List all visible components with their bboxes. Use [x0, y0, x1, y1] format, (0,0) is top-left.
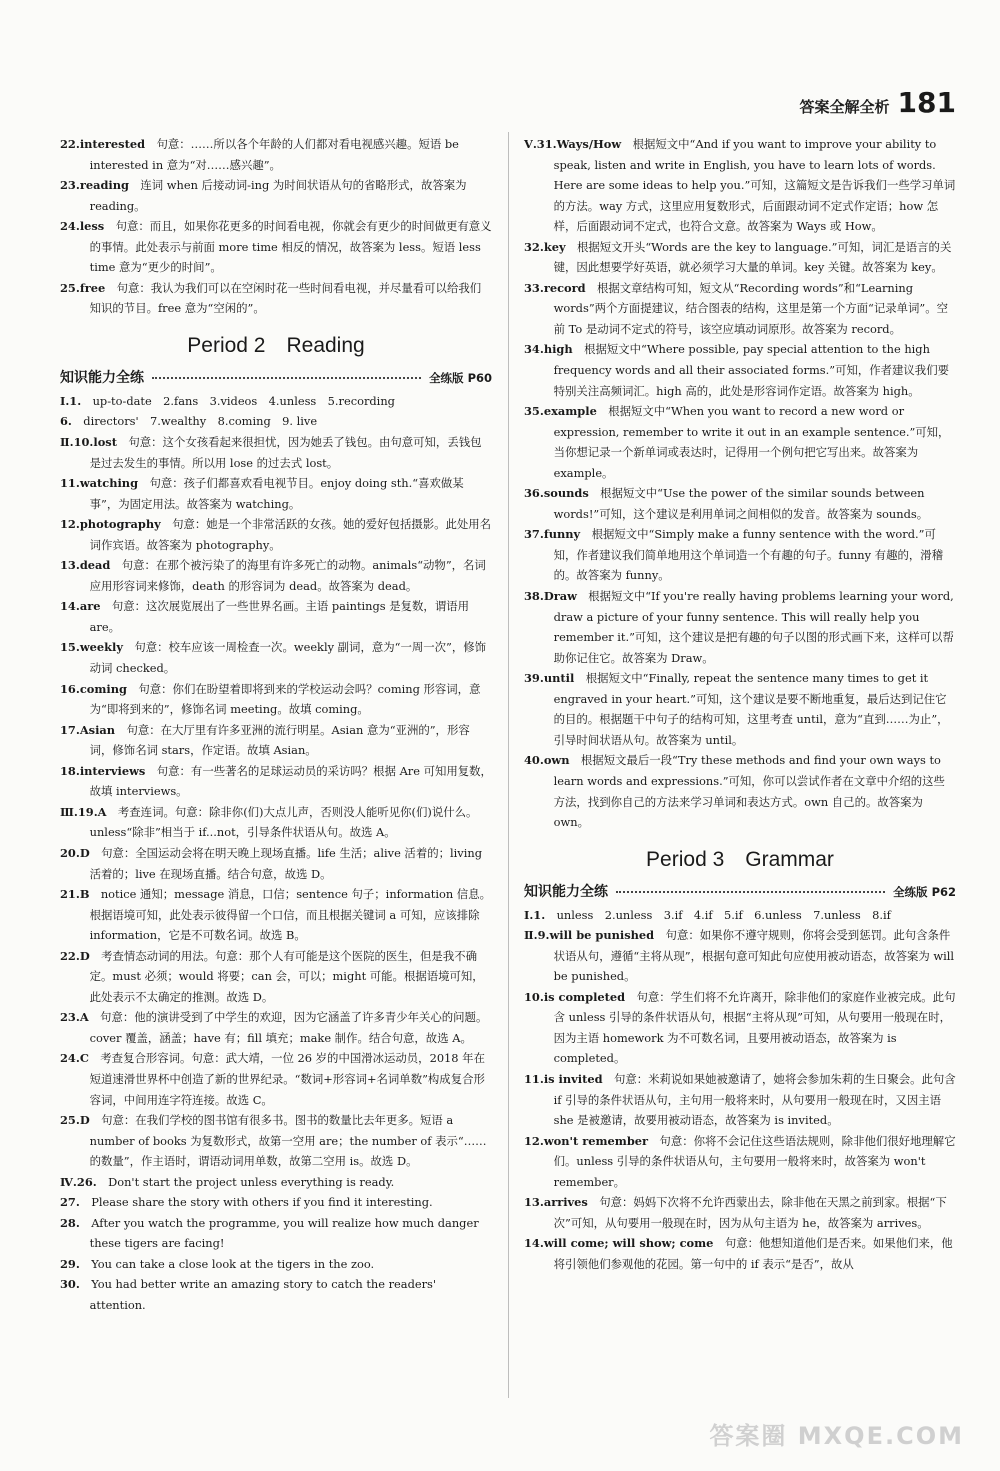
- answer-number: 22.D: [60, 948, 90, 963]
- answer-item: [60, 514, 492, 555]
- answer-number: 34.high: [524, 342, 573, 357]
- dotted-leader: [616, 891, 885, 893]
- answer-text: Don't start the project unless everything is ready.: [108, 1174, 395, 1189]
- page-number: 181: [897, 86, 956, 119]
- answer-number: 16.coming: [60, 681, 127, 696]
- answer-number: 23.reading: [60, 178, 129, 193]
- answer-text: notice 通知；message 消息，口信；sentence 句子；information 信息。根据语境可知，此处表示彼得留一个口信，而且根据关键词 a 可知，应该排除 information，它是不可数名词。故选 B。: [89, 887, 491, 943]
- answer-text: 句意：你们在盼望着即将到来的学校运动会吗？coming 形容词，意为“即将到来的”，修饰名词 meeting。故填 coming。: [89, 681, 481, 717]
- answer-item: [524, 483, 956, 524]
- answer-text: 句意：在我们学校的图书馆有很多书。图书的数量比去年更多。短语 a number of books 为复数形式，故第一空用 are；the number of 表示“……的数量”，作主语时，谓语动词用单数，故第二空用 is。故选 D。: [89, 1113, 487, 1169]
- answer-number: 39.until: [524, 671, 575, 686]
- period-2-heading: Period 2 Reading: [187, 333, 365, 357]
- answer-number: 21.B: [60, 887, 90, 902]
- answer-number: 12.photography: [60, 517, 161, 532]
- answer-text: 根据短文中“If you're really having problems learning your word, draw a picture of your funny sentence. This will really help you remember it.”可知，这个建议是把有趣的句子以图的形式画下来，这样可以帮助你记住它。故答案为 Draw。: [553, 589, 954, 665]
- answer-number: 15.weekly: [60, 640, 123, 655]
- answer-text: 根据短文开头“Words are the key to language.”可知，词汇是语言的关键，因此想要学好英语，就必须学习大量的单词。key 关键。故答案为 key。: [553, 239, 952, 275]
- answer-number: 11.watching: [60, 476, 139, 491]
- answer-text: 句意：有一些著名的足球运动员的采访吗？根据 Are 可知用复数，故填 interviews。: [89, 763, 492, 799]
- answer-number: Ⅴ.31.Ways/How: [524, 137, 622, 151]
- answer-text: 句意：我认为我们可以在空闲时花一些时间看电视，并尽量看可以给我们知识的节目。free 意为“空闲的”。: [89, 280, 482, 316]
- header-title: 答案全解全析: [799, 98, 890, 116]
- page-header: [800, 86, 956, 119]
- answer-text: unless 2.unless 3.if 4.if 5.if 6.unless 7.unless 8.if: [556, 907, 891, 922]
- answer-item: [524, 237, 956, 278]
- answer-item: [60, 473, 492, 514]
- answer-item: [60, 1254, 492, 1275]
- answer-number: 11.is invited: [524, 1071, 603, 1086]
- answer-text: 句意：校车应该一周检查一次。weekly 副词，意为“一周一次”，修饰动词 checked。: [89, 640, 486, 676]
- answer-number: 14.will come; will show; come: [524, 1236, 714, 1251]
- left-section-title: 知识能力全练: [60, 369, 144, 386]
- answer-text: Please share the story with others if you find it interesting.: [91, 1195, 433, 1210]
- answer-item: [524, 586, 956, 668]
- answer-item: [524, 339, 956, 401]
- answer-text: 句意：……所以各个年龄的人们都对看电视感兴趣。短语 be interested in 意为“对……感兴趣”。: [89, 137, 459, 172]
- answer-item: [60, 134, 492, 175]
- answer-item: [524, 278, 956, 340]
- answer-item: [524, 1069, 956, 1131]
- answer-text: 句意：而且，如果你花更多的时间看电视，你就会有更少的时间做更有意义的事情。此处表示与前面 more time 相反的情况，故答案为 less。短语 less time 意为“更少的时间”。: [89, 219, 492, 275]
- watermark-logo: 答案圈 MXQE.COM: [709, 1422, 964, 1450]
- answer-text: 根据短文中“Finally, repeat the sentence many times to get it engraved in your heart.”可知，这个建议是要不断地重复，最后达到记住它的目的。根据题干中句子的结构可知，这里考查 until，意为“直到……为止”，引导时间状语从句。故答案为 until。: [553, 671, 949, 747]
- answer-number: 13.dead: [60, 558, 111, 573]
- answer-text: 句意：你将不会记住这些语法规则，除非他们很好地理解它们。unless 引导的条件状语从句，主句要用一般将来时，故答案为 won't remember。: [553, 1133, 956, 1189]
- answer-number: 37.funny: [524, 527, 581, 542]
- period-3-heading: Period 3 Grammar: [646, 847, 834, 871]
- answer-item: [524, 925, 956, 987]
- answer-text: 句意：全国运动会将在明天晚上现场直播。life 生活；alive 活着的；living 活着的；live 在现场直播。结合句意，故选 D。: [89, 845, 482, 881]
- answer-item: [60, 1172, 492, 1193]
- answer-item: [524, 905, 956, 926]
- answer-text: 句意：学生们将不允许离开，除非他们的家庭作业被完成。此句含 unless 引导的条件状语从句，根据“主将从现”可知，从句要用一般现在时，因为主语 homework 为不可数名词，且要用被动语态，故答案为 is completed。: [553, 989, 956, 1066]
- answer-item: [60, 1192, 492, 1213]
- left-top-answers: [60, 134, 492, 319]
- answer-item: [60, 637, 492, 678]
- left-section-header: [60, 367, 492, 389]
- answer-number: 6.: [60, 414, 72, 429]
- answer-text: 句意：在那个被污染了的海里有许多死亡的动物。animals“动物”，名词应用形容词来修饰，death 的形容词为 dead。故答案为 dead。: [89, 558, 486, 593]
- answer-number: Ⅱ.10.lost: [60, 435, 117, 450]
- answer-item: [524, 668, 956, 750]
- answer-number: 40.own: [524, 753, 570, 768]
- answer-text: 连词 when 后接动词-ing 为时间状语从句的省略形式，故答案为 reading。: [89, 178, 467, 213]
- answer-text: 句意：他的演讲受到了中学生的欢迎，因为它涵盖了许多青少年关心的问题。cover 覆盖，涵盖；have 有；fill 填充；make 制作。结合句意，故选 A。: [89, 1010, 488, 1045]
- right-answers: [524, 134, 956, 833]
- answer-number: 10.is completed: [524, 989, 626, 1004]
- answer-number: 35.example: [524, 404, 597, 419]
- answer-text: 句意：孩子们都喜欢看电视节目。enjoy doing sth.“喜欢做某事”，为固定用法。故答案为 watching。: [89, 476, 464, 511]
- answer-number: 29.: [60, 1256, 80, 1271]
- answer-text: 句意：这个女孩看起来很担忧，因为她丢了钱包。由句意可知，丢钱包是过去发生的事情。所以用 lose 的过去式 lost。: [89, 435, 482, 470]
- right-section-header: [524, 881, 956, 903]
- answer-text: 句意：如果你不遵守规则，你将会受到惩罚。此句含条件状语从句，遵循“主将从现”，根据句意可知此句应使用被动语态，故答案为 will be punished。: [553, 928, 955, 984]
- answer-number: 30.: [60, 1277, 80, 1292]
- answer-number: 18.interviews: [60, 763, 146, 778]
- answer-number: 28.: [60, 1215, 80, 1230]
- answer-text: 根据短文中“Where possible, pay special attention to the high frequency words and all their associated forms.”可知，作者建议我们要特别关注高频词汇。high 高的，此处是形容词作定语。故答案为 high。: [553, 342, 949, 398]
- answer-item: [60, 884, 492, 946]
- answer-item: [60, 596, 492, 637]
- answer-number: Ⅱ.9.will be punished: [524, 928, 655, 943]
- answer-number: 38.Draw: [524, 589, 577, 604]
- answer-text: You can take a close look at the tigers in the zoo.: [91, 1256, 375, 1271]
- answer-text: 句意：妈妈下次将不允许西蒙出去，除非他在天黑之前到家。根据“下次”可知，从句要用一般现在时，因为从句主语为 he，故答案为 arrives。: [553, 1195, 947, 1230]
- answer-text: directors' 7.wealthy 8.coming 9. live: [83, 414, 318, 429]
- answer-item: [524, 1192, 956, 1233]
- answer-text: After you watch the programme, you will realize how much danger these tigers are facing!: [89, 1215, 479, 1251]
- answer-text: up-to-date 2.fans 3.videos 4.unless 5.recording: [92, 393, 395, 408]
- answer-item: [524, 524, 956, 586]
- right-answers-grammar: [524, 905, 956, 1275]
- answer-item: [524, 1131, 956, 1193]
- dotted-leader: [152, 377, 421, 379]
- answer-item: [60, 175, 492, 216]
- right-section-title: 知识能力全练: [524, 883, 608, 900]
- answer-number: Ⅲ.19.A: [60, 804, 107, 819]
- answer-item: [60, 761, 492, 802]
- answer-text: 考查情态动词的用法。句意：那个人有可能是这个医院的医生，但是我不确定。must 必须；would 将要；can 会，可以；might 可能。根据语境可知，此处表示不太确定的推测。故选 D。: [89, 948, 484, 1004]
- answer-text: 句意：他想知道他们是否来。如果他们来，他将引领他们参观他的花园。第一句中的 if 表示“是否”，故从: [553, 1236, 953, 1271]
- answer-text: 考查复合形容词。句意：武大靖，一位 26 岁的中国滑冰运动员，2018 年在短道速滑世界杯中创造了新的世界纪录。“数词+形容词+名词单数”构成复合形容词，中间用连字符连接。故选 C。: [89, 1051, 485, 1107]
- answer-number: Ⅰ.1.: [60, 393, 82, 408]
- answer-item: [60, 432, 492, 473]
- answer-item: [524, 987, 956, 1069]
- answer-item: [60, 802, 492, 843]
- answer-number: 24.C: [60, 1051, 89, 1066]
- column-divider: [508, 132, 509, 1398]
- answer-text: 句意：在大厅里有许多亚洲的流行明星。Asian 意为“亚洲的”，形容词，修饰名词 stars，作定语。故填 Asian。: [89, 722, 470, 758]
- answer-text: 根据短文中“When you want to record a new word or expression, remember to write it out in an example sentence.”可知，当你想记录一个新单词或表达时，记得用一个例句把它写出来。故答案为 example。: [553, 404, 950, 480]
- answer-item: [60, 391, 492, 412]
- answer-text: 考查连词。句意：除非你(们)大点儿声，否则没人能听见你(们)说什么。unless“除非”相当于 if...not，引导条件状语从句。故选 A。: [89, 804, 478, 840]
- answer-number: 32.key: [524, 239, 566, 254]
- answer-text: 句意：她是一个非常活跃的女孩。她的爱好包括摄影。此处用名词作宾语。故答案为 photography。: [89, 517, 492, 552]
- answer-item: [60, 278, 492, 319]
- answer-item: [60, 946, 492, 1008]
- answer-item: [60, 720, 492, 761]
- answer-item: [60, 1274, 492, 1315]
- answer-item: [60, 411, 492, 432]
- answer-text: 根据短文最后一段“Try these methods and find your own ways to learn words and expressions.”可知，你可以尝试作者在文章中介绍的这些方法，找到你自己的方法来学习单词和表达方式。own 自己的。故答案为 own。: [553, 753, 945, 830]
- answer-text: 根据文章结构可知，短文从“Recording words”和“Learning words”两个方面提建议，结合图表的结构，这里是第一个方面“记录单词”。空前 To 是动词不定式的符号，该空应填动词原形。故答案为 record。: [553, 280, 949, 336]
- answer-text: 根据短文中“And if you want to improve your ability to speak, listen and write in English, you have to learn lots of words. Here are some ideas to help you.”可知，这篇短文是告诉我们一些学习单词的方法。way 方式，这里应用复数形式，后面跟动词不定式作定语；how 怎样，后面跟动词不定式，也符合文意。故答案为 Ways 或 How。: [553, 137, 956, 234]
- answer-number: 14.are: [60, 599, 101, 614]
- answer-number: Ⅰ.1.: [524, 907, 546, 922]
- answer-number: 12.won't remember: [524, 1133, 649, 1148]
- answer-text: You had better write an amazing story to catch the readers' attention.: [89, 1277, 437, 1312]
- left-section-ref: 全练版 P60: [429, 370, 492, 385]
- answer-number: 13.arrives: [524, 1195, 588, 1210]
- answer-item: [60, 555, 492, 596]
- right-column: [524, 134, 956, 1274]
- left-column: [60, 134, 492, 1316]
- right-section-ref: 全练版 P62: [893, 884, 956, 899]
- answer-item: [524, 401, 956, 483]
- answer-item: [524, 134, 956, 237]
- answer-text: 根据短文中“Use the power of the similar sounds between words!”可知，这个建议是利用单词之间相似的发音。故答案为 sounds。: [553, 486, 929, 521]
- answer-text: 句意：米莉说如果她被邀请了，她将会参加朱莉的生日聚会。此句含 if 引导的条件状语从句，主句用一般将来时，从句要用一般现在时，又因主语 she 是被邀请，故要用被动语态，故答案为 is invited。: [553, 1071, 956, 1128]
- answer-number: 24.less: [60, 219, 105, 234]
- answer-item: [60, 1007, 492, 1048]
- answer-item: [60, 1213, 492, 1254]
- answer-number: 20.D: [60, 845, 90, 860]
- answer-item: [60, 216, 492, 278]
- answer-item: [524, 750, 956, 832]
- answer-number: 27.: [60, 1195, 80, 1210]
- answer-number: 22.interested: [60, 137, 146, 151]
- answer-number: 23.A: [60, 1010, 89, 1025]
- answer-text: 根据短文中“Simply make a funny sentence with the word.”可知，作者建议我们简单地用这个单词造一个有趣的句子。funny 有趣的，滑稽的。故答案为 funny。: [553, 527, 944, 583]
- answer-number: Ⅳ.26.: [60, 1174, 97, 1189]
- answer-item: [60, 1110, 492, 1172]
- answer-item: [60, 843, 492, 884]
- answer-item: [60, 679, 492, 720]
- answer-item: [60, 1048, 492, 1110]
- answer-number: 17.Asian: [60, 722, 116, 737]
- answer-number: 33.record: [524, 280, 586, 295]
- answer-item: [524, 1233, 956, 1274]
- left-answers: [60, 391, 492, 1316]
- answer-text: 句意：这次展览展出了一些世界名画。主语 paintings 是复数，谓语用 are。: [89, 599, 469, 634]
- answer-number: 36.sounds: [524, 486, 589, 501]
- answer-number: 25.D: [60, 1113, 90, 1128]
- answer-number: 25.free: [60, 280, 106, 295]
